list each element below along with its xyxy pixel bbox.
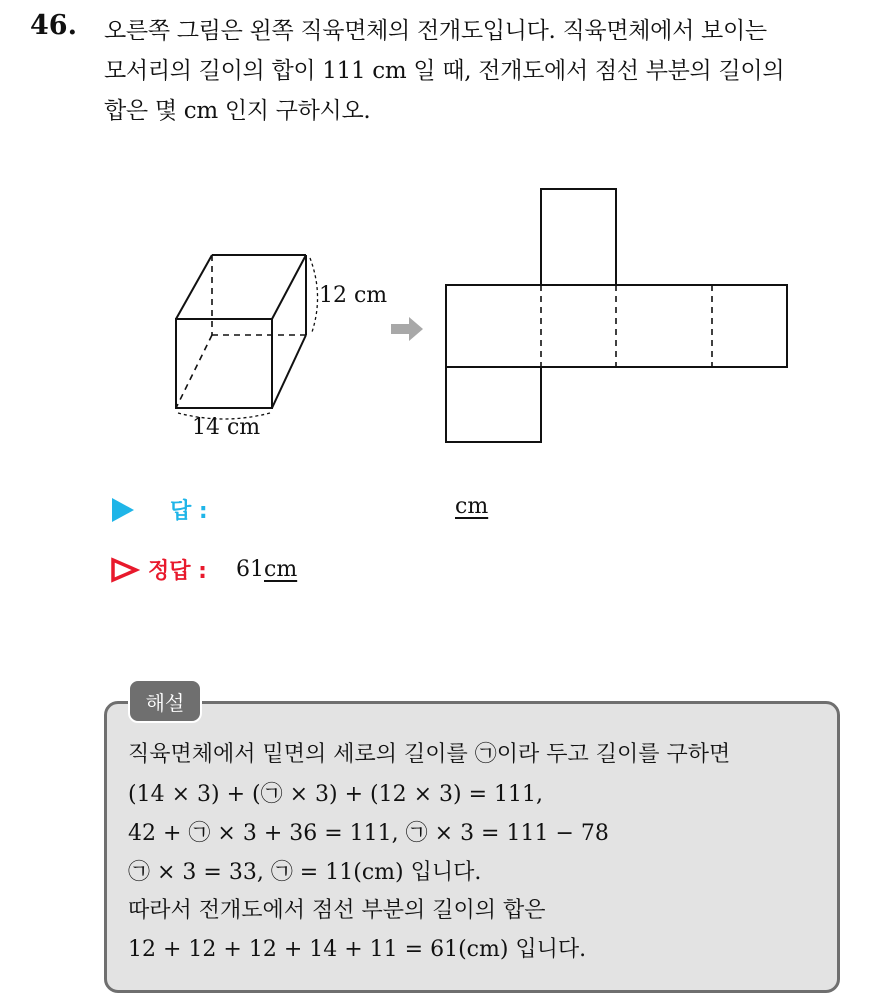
explanation-line-5: 따라서 전개도에서 점선 부분의 길이의 합은 — [128, 898, 546, 923]
cuboid-net — [446, 189, 787, 442]
play-icon — [112, 498, 134, 522]
question-number: 46. — [30, 10, 77, 41]
width-label: 14 cm — [192, 415, 261, 440]
answer-unit: cm — [455, 494, 489, 519]
explanation-line-4: ㉠ × 3 = 33, ㉠ = 11(cm) 입니다. — [128, 860, 482, 885]
question-text-line-2: 모서리의 길이의 합이 111 cm 일 때, 전개도에서 점선 부분의 길이의 — [104, 58, 785, 84]
correct-answer-value: 61 — [236, 557, 264, 582]
answer-label: 답 : — [170, 499, 208, 524]
outline-play-icon — [110, 557, 140, 583]
explanation-line-3: 42 + ㉠ × 3 + 36 = 111, ㉠ × 3 = 111 − 78 — [128, 821, 609, 846]
explanation-tab: 해설 — [128, 679, 202, 723]
correct-answer-unit: cm — [264, 557, 298, 582]
height-label: 12 cm — [319, 283, 388, 308]
explanation-line-6: 12 + 12 + 12 + 14 + 11 = 61(cm) 입니다. — [128, 937, 587, 962]
explanation-line-1: 직육면체에서 밑면의 세로의 길이를 ㉠이라 두고 길이를 구하면 — [128, 742, 731, 767]
cuboid-front-face — [176, 319, 272, 408]
question-text-line-3: 합은 몇 cm 인지 구하시오. — [104, 98, 371, 124]
explanation-line-2: (14 × 3) + (㉠ × 3) + (12 × 3) = 111, — [128, 782, 543, 807]
right-arrow-icon — [391, 317, 423, 341]
cuboid-drawing — [176, 255, 318, 419]
question-text-line-1: 오른쪽 그림은 왼쪽 직육면체의 전개도입니다. 직육면체에서 보이는 — [104, 18, 767, 44]
correct-answer-label: 정답 : — [148, 559, 207, 584]
cuboid-net-figure — [0, 170, 884, 460]
